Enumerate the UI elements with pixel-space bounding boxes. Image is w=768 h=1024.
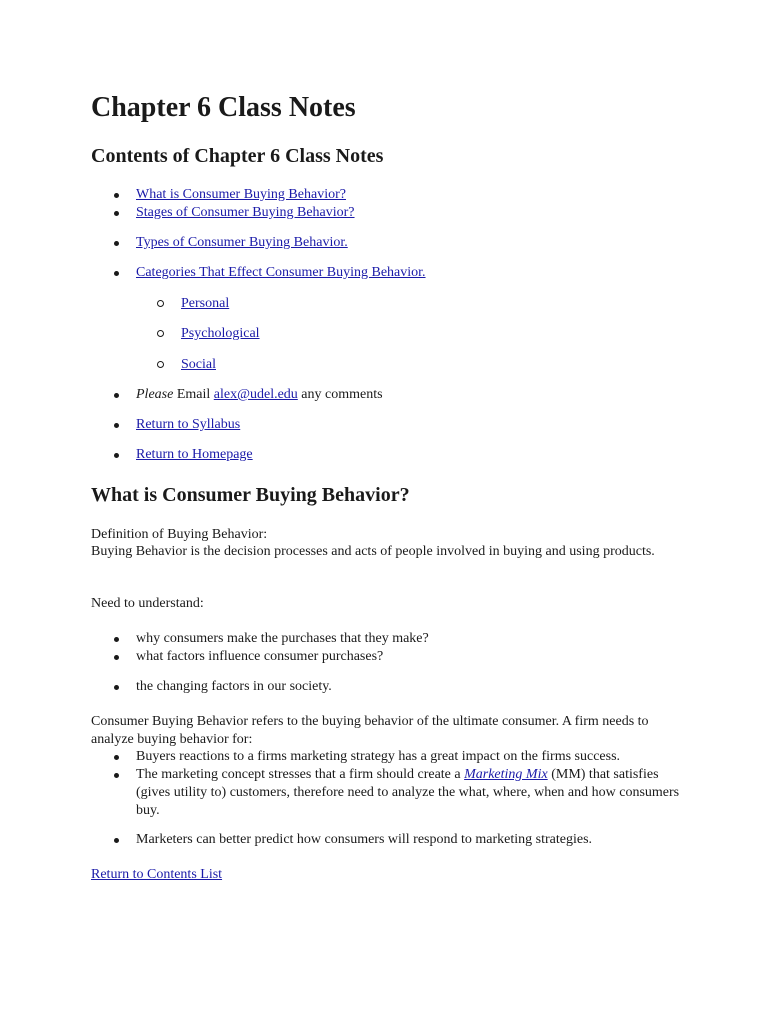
email-prefix: Email xyxy=(176,387,211,402)
bullet-icon xyxy=(114,241,119,246)
list-item xyxy=(136,648,383,666)
bullet-icon xyxy=(114,685,119,690)
return-to-syllabus-link[interactable]: Return to Syllabus xyxy=(136,417,241,432)
list-item xyxy=(136,766,681,820)
definition-label: Definition of Buying Behavior: xyxy=(91,527,268,542)
list-item xyxy=(136,386,383,404)
bullet-icon xyxy=(114,271,119,276)
please-text: Please xyxy=(136,387,174,402)
circle-bullet-icon xyxy=(157,361,164,368)
need-item: the changing factors in our society. xyxy=(136,679,332,694)
list-item xyxy=(181,356,216,374)
toc-link-psychological[interactable]: Psychological xyxy=(181,326,260,341)
email-link[interactable]: alex@udel.edu xyxy=(213,387,298,402)
reason-text-before: The marketing concept stresses that a firm should create a xyxy=(136,767,461,782)
toc-link-personal[interactable]: Personal xyxy=(181,296,230,311)
marketing-mix-link[interactable]: Marketing Mix xyxy=(464,767,548,782)
bullet-icon xyxy=(114,655,119,660)
need-to-understand: Need to understand: xyxy=(91,596,204,611)
bullet-icon xyxy=(114,453,119,458)
reason-item: Buyers reactions to a firms marketing strategy has a great impact on the firms success. xyxy=(136,749,621,764)
bullet-icon xyxy=(114,838,119,843)
toc-link-social[interactable]: Social xyxy=(181,357,216,372)
list-item xyxy=(136,264,426,282)
bullet-icon xyxy=(114,211,119,216)
circle-bullet-icon xyxy=(157,300,164,307)
list-item xyxy=(181,325,260,343)
toc-link-categories[interactable]: Categories That Effect Consumer Buying Behavior. xyxy=(136,265,426,280)
list-item xyxy=(181,295,229,313)
bullet-icon xyxy=(114,637,119,642)
bullet-icon xyxy=(114,773,119,778)
list-item xyxy=(136,234,348,252)
need-item: what factors influence consumer purchases? xyxy=(136,649,384,664)
toc-link-consumer-buying-behavior[interactable]: What is Consumer Buying Behavior? xyxy=(136,187,346,202)
toc-link-types[interactable]: Types of Consumer Buying Behavior. xyxy=(136,235,348,250)
return-to-contents-link[interactable]: Return to Contents List xyxy=(91,867,223,882)
list-item xyxy=(136,186,346,204)
list-item xyxy=(136,678,332,696)
bullet-icon xyxy=(114,755,119,760)
list-item xyxy=(136,748,681,766)
return-link-row xyxy=(91,866,691,884)
bullet-icon xyxy=(114,423,119,428)
reason-text-after: (MM) that satisfies (gives utility to) customers, therefore need to analyze the what, where, when and how consumers buy. xyxy=(136,767,680,818)
page-title: Chapter 6 Class Notes xyxy=(91,92,356,123)
list-item xyxy=(136,204,355,222)
bullet-icon xyxy=(114,193,119,198)
email-suffix: any comments xyxy=(301,387,383,402)
toc-link-stages[interactable]: Stages of Consumer Buying Behavior? xyxy=(136,205,355,220)
reason-item: Marketers can better predict how consumers will respond to marketing strategies. xyxy=(136,832,593,847)
need-item: why consumers make the purchases that they make? xyxy=(136,631,429,646)
contents-heading: Contents of Chapter 6 Class Notes xyxy=(91,145,384,167)
bullet-icon xyxy=(114,393,119,398)
cbb-paragraph: Consumer Buying Behavior refers to the buying behavior of the ultimate consumer. A firm needs to analyze buying behavior for: xyxy=(91,714,649,747)
section-heading: What is Consumer Buying Behavior? xyxy=(91,484,410,506)
return-to-homepage-link[interactable]: Return to Homepage xyxy=(136,447,253,462)
circle-bullet-icon xyxy=(157,330,164,337)
list-item xyxy=(136,416,240,434)
list-item xyxy=(136,831,681,849)
list-item xyxy=(136,446,253,464)
list-item xyxy=(136,630,429,648)
definition-text: Buying Behavior is the decision processes and acts of people involved in buying and using products. xyxy=(91,544,655,559)
